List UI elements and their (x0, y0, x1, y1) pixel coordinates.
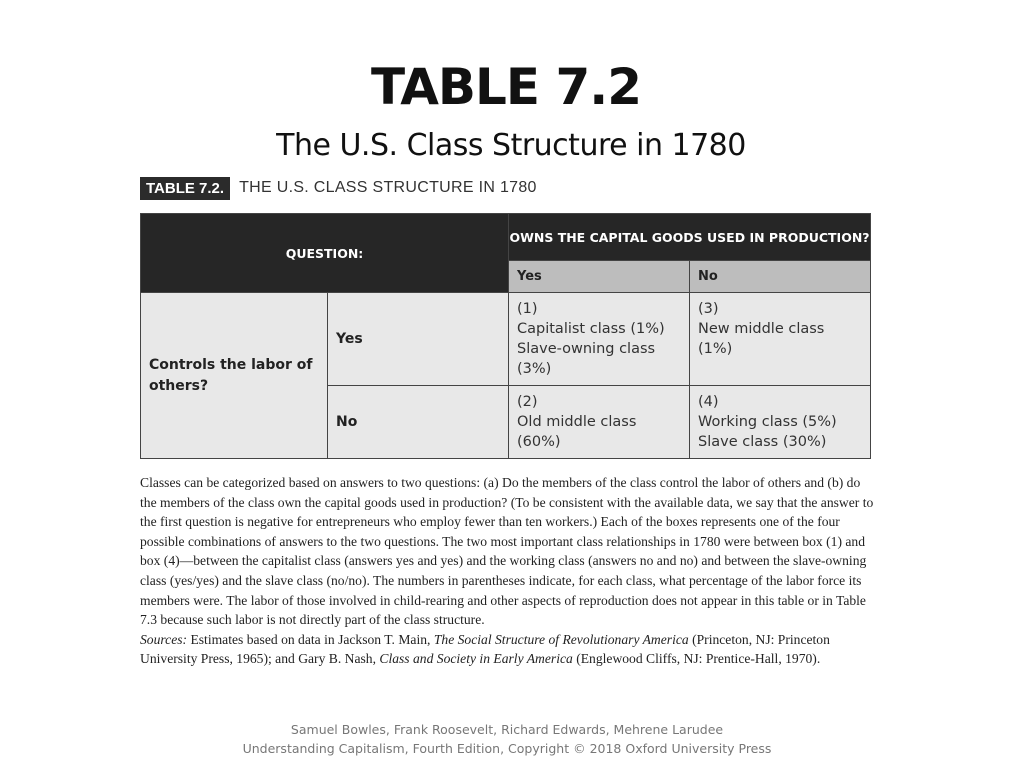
slide-title: TABLE 7.2 (370, 58, 642, 116)
table-caption (140, 176, 537, 200)
cell-line: Old middle class (517, 414, 637, 430)
table-caption-text: THE U.S. CLASS STRUCTURE IN 1780 (239, 179, 537, 196)
cell-box-2 (509, 386, 690, 459)
row-header-controls-labor: Controls the labor of others? (141, 293, 328, 459)
sources-text: (Englewood Cliffs, NJ: Prentice-Hall, 1970). (572, 651, 821, 667)
sources-note (140, 630, 875, 669)
slide-footer (0, 720, 1014, 758)
sources-text: Estimates based on data in Jackson T. Main, (187, 631, 434, 647)
table-caption-label: TABLE 7.2. (140, 177, 230, 200)
cell-line: (1%) (698, 341, 733, 357)
cell-line: (3) (698, 301, 719, 317)
cell-box-3 (690, 293, 871, 386)
footer-authors: Samuel Bowles, Frank Roosevelt, Richard Edwards, Mehrene Larudee (290, 722, 724, 737)
class-structure-table (140, 213, 871, 459)
cell-line: Working class (5%) (698, 414, 837, 430)
column-header-no: No (690, 261, 871, 293)
explanation-paragraph: Classes can be categorized based on answers to two questions: (a) Do the members of the class control the labor of others and (b) do the members of the class own the capital goods used in production? (To be consistent with the available data, we say that the answer to the first question is negative for entrepreneurs who employ fewer than ten workers.) Each of the boxes represents one of the four possible combinations of answers to the two questions. The two most important class relationships in 1780 were between box (1) and box (4)—between the capitalist class (answers yes and yes) and the working class (answers no and no) and between the slave-owning class (yes/yes) and the slave class (no/no). The numbers in parentheses indicate, for each class, what percentage of the labor force its members were. The labor of those involved in child-rearing and other aspects of reproduction does not appear in this table or in Table 7.3 because such labor is not directly part of the class structure. (140, 475, 874, 628)
sources-label: Sources: (140, 631, 188, 647)
cell-line: Slave-owning class (517, 341, 656, 357)
column-header-yes: Yes (509, 261, 690, 293)
cell-line: (2) (517, 394, 538, 410)
table-explanation (140, 473, 875, 669)
cell-line: New middle class (698, 321, 825, 337)
footer-copyright: Understanding Capitalism, Fourth Edition, Copyright © 2018 Oxford University Press (242, 741, 772, 756)
cell-box-4 (690, 386, 871, 459)
row-subheader-yes: Yes (328, 293, 509, 386)
cell-line: (4) (698, 394, 719, 410)
sources-book-title: Class and Society in Early America (379, 651, 573, 667)
header-owns-capital: OWNS THE CAPITAL GOODS USED IN PRODUCTION? (509, 214, 871, 261)
header-question: QUESTION: (141, 214, 509, 293)
cell-line: (3%) (517, 361, 552, 377)
cell-line: Capitalist class (1%) (517, 321, 665, 337)
row-subheader-no: No (328, 386, 509, 459)
sources-text: (Princeton, NJ: Princeton University Press, 1965); and Gary B. Nash, (140, 631, 830, 667)
sources-book-title: The Social Structure of Revolutionary America (433, 631, 689, 647)
cell-box-1 (509, 293, 690, 386)
cell-line: (1) (517, 301, 538, 317)
cell-line: (60%) (517, 434, 561, 450)
cell-line: Slave class (30%) (698, 434, 827, 450)
slide-subtitle: The U.S. Class Structure in 1780 (276, 128, 746, 163)
